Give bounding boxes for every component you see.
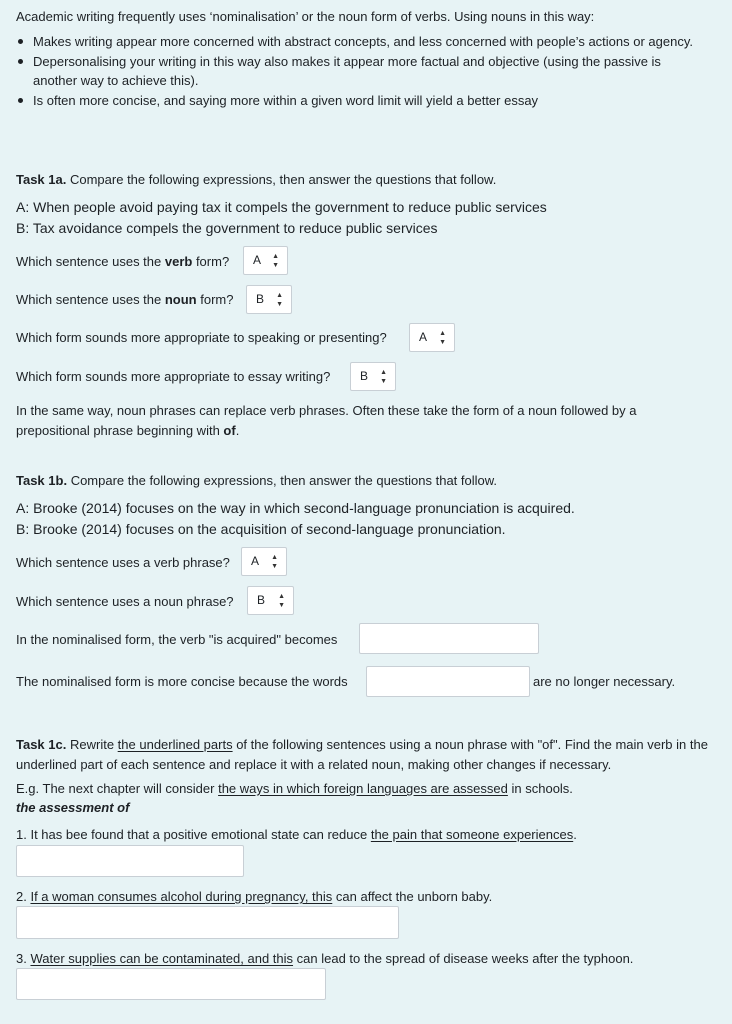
updown-arrows-icon: ▲ ▼: [439, 330, 446, 346]
task-1b-question-3: In the nominalised form, the verb "is acquired" becomes: [16, 632, 338, 647]
task-1c-item-3-input[interactable]: [16, 968, 326, 1000]
updown-arrows-icon: ▲ ▼: [380, 369, 387, 385]
task-1a-question-3: Which form sounds more appropriate to speaking or presenting?: [16, 330, 387, 345]
task-1b-question-1: Which sentence uses a verb phrase?: [16, 555, 230, 570]
task-1a-answer-2-select[interactable]: B ▲ ▼: [246, 285, 292, 314]
task-1c-item-1: 1. It has bee found that a positive emotional state can reduce the pain that someone experiences.: [16, 827, 577, 842]
task-1c-instruction: Task 1c. Rewrite the underlined parts of the following sentences using a noun phrase with "of". Find the main verb in the underlined part of each sentence and replace it with a related noun, making other changes if necessary.: [16, 737, 708, 772]
task-1a-answer-3-select[interactable]: A ▲ ▼: [409, 323, 455, 352]
task-1b-answer-1-select[interactable]: A ▲ ▼: [241, 547, 287, 576]
task-1b-heading: [16, 473, 497, 488]
task-1a-answer-4-select[interactable]: B ▲ ▼: [350, 362, 396, 391]
task-1a-label: Task 1a.: [16, 172, 67, 187]
task-1a-note: In the same way, noun phrases can replace verb phrases. Often these take the form of a noun followed by a prepositional phrase beginning with of.: [16, 403, 637, 438]
task-1b-sentence-a: A: Brooke (2014) focuses on the way in which second-language pronunciation is acquired.: [16, 500, 575, 516]
task-1c-example: E.g. The next chapter will consider the ways in which foreign languages are assessed in schools.: [16, 781, 573, 796]
task-1b-question-4-suffix: are no longer necessary.: [533, 674, 676, 689]
task-1a-instruction: Compare the following expressions, then answer the questions that follow.: [69, 172, 497, 187]
task-1b-answer-4-input[interactable]: [366, 666, 530, 697]
task-1b-answer-3-input[interactable]: [359, 623, 539, 654]
intro-bullet: Depersonalising your writing in this way also makes it appear more factual and objective (using the passive is another way to achieve this).: [16, 52, 706, 91]
task-1b-instruction: Compare the following expressions, then answer the questions that follow.: [70, 473, 498, 488]
task-1a-question-4: Which form sounds more appropriate to essay writing?: [16, 369, 331, 384]
updown-arrows-icon: ▲ ▼: [278, 593, 285, 609]
task-1b-question-2: Which sentence uses a noun phrase?: [16, 594, 234, 609]
intro-bullet: Makes writing appear more concerned with abstract concepts, and less concerned with people’s actions or agency.: [16, 32, 706, 52]
intro-lead: Academic writing frequently uses ‘nominalisation’ or the noun form of verbs. Using nouns in this way:: [16, 9, 595, 24]
task-1a-sentence-a: A: When people avoid paying tax it compels the government to reduce public services: [16, 199, 547, 215]
task-1a-heading: [16, 172, 496, 187]
task-1c-label: Task 1c.: [16, 737, 67, 752]
task-1a-answer-1-select[interactable]: A ▲ ▼: [243, 246, 288, 275]
task-1c-item-2-input[interactable]: [16, 906, 399, 939]
intro-bullet-list: [16, 32, 706, 110]
task-1c-example-answer: the assessment of: [16, 800, 130, 815]
task-1a-question-1: Which sentence uses the verb form?: [16, 254, 230, 269]
task-1b-sentence-b: B: Brooke (2014) focuses on the acquisition of second-language pronunciation.: [16, 521, 506, 537]
task-1a-question-2: Which sentence uses the noun form?: [16, 292, 234, 307]
task-1b-question-4: The nominalised form is more concise because the words: [16, 674, 348, 689]
task-1b-answer-2-select[interactable]: B ▲ ▼: [247, 586, 294, 615]
task-1c-item-1-input[interactable]: [16, 845, 244, 877]
updown-arrows-icon: ▲ ▼: [272, 253, 279, 269]
intro-bullet: Is often more concise, and saying more within a given word limit will yield a better essay: [16, 91, 706, 111]
updown-arrows-icon: ▲ ▼: [276, 292, 283, 308]
task-1c-item-3: 3. Water supplies can be contaminated, and this can lead to the spread of disease weeks after the typhoon.: [16, 951, 634, 966]
updown-arrows-icon: ▲ ▼: [271, 554, 278, 570]
task-1a-sentence-b: B: Tax avoidance compels the government to reduce public services: [16, 220, 438, 236]
task-1c-item-2: 2. If a woman consumes alcohol during pregnancy, this can affect the unborn baby.: [16, 889, 493, 904]
task-1b-label: Task 1b.: [16, 473, 68, 488]
